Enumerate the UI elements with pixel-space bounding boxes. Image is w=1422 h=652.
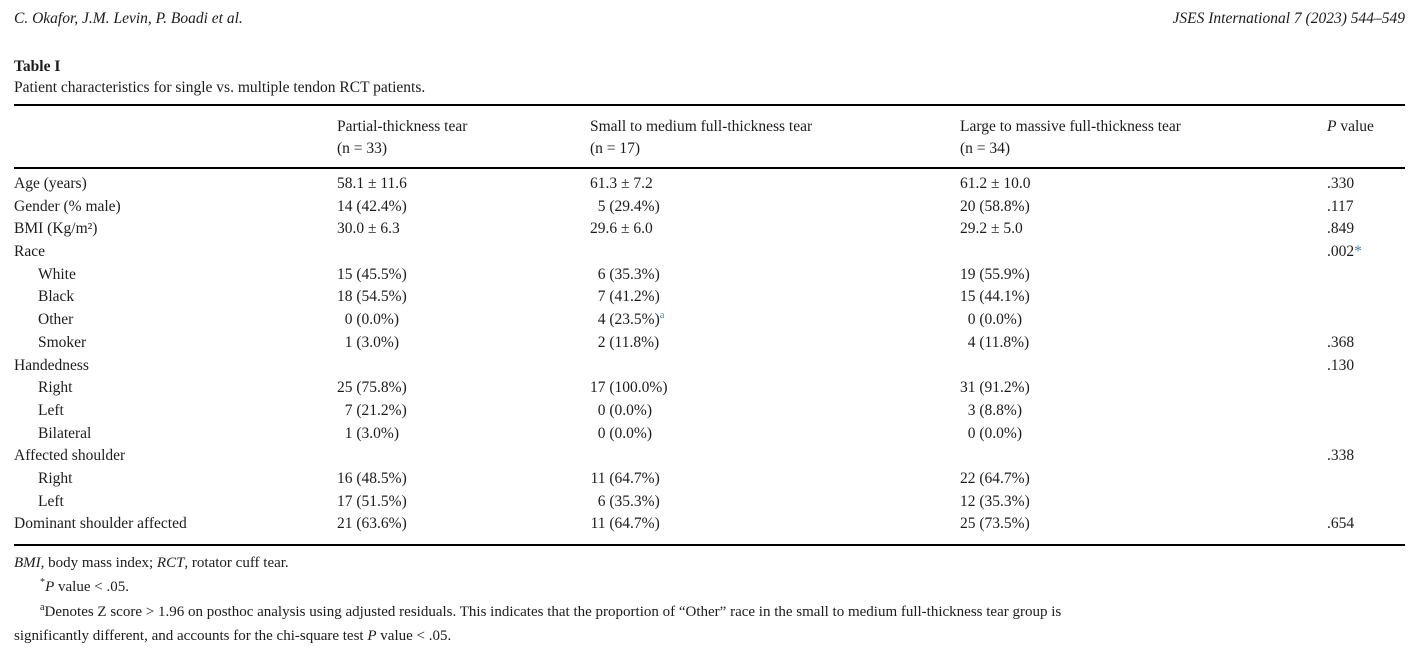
- cell-value: 7 (21.2%): [337, 400, 590, 423]
- cell-value: [337, 241, 590, 264]
- column-header-line1: Partial-thickness tear: [337, 118, 468, 135]
- cell-count: 4: [597, 311, 606, 329]
- significance-asterisk: *: [1354, 243, 1362, 261]
- cell-pvalue: .654: [1327, 515, 1355, 533]
- cell-value: 19 (55.9%): [960, 264, 1327, 287]
- cell-value: 11 (64.7%): [590, 468, 960, 491]
- abbrev-rct: RCT: [156, 555, 185, 571]
- cell-count: 1: [344, 333, 353, 351]
- cell-value: 14 (42.4%): [337, 196, 590, 219]
- significance-text: value < .05.: [54, 579, 129, 596]
- cell-pvalue: .002*: [1327, 243, 1362, 261]
- row-label: Black: [38, 288, 75, 306]
- significance-marker: *: [40, 577, 46, 589]
- cell-value: [960, 241, 1327, 264]
- table-row: [14, 264, 1405, 287]
- row-label: Left: [38, 492, 64, 510]
- column-header-large-massive-full-thickness: [960, 106, 1327, 167]
- footnote-a-text-line1: Denotes Z score > 1.96 on posthoc analysis using adjusted residuals. This indicates that the proportion of “Other” race in the small to medium full-thickness tear group is: [44, 603, 1062, 620]
- cell-value: 12 (35.3%): [960, 491, 1327, 514]
- cell-value: [960, 445, 1327, 468]
- footnote-significance: [14, 575, 1405, 599]
- cell-value: 21 (63.6%): [337, 513, 590, 536]
- cell-count: 11: [590, 515, 606, 533]
- cell-pvalue: [1327, 377, 1405, 400]
- footnote-a-text-line2: significantly different, and accounts for the chi-square test: [14, 627, 368, 644]
- cell-count: 15: [337, 265, 353, 283]
- posthoc-superscript: a: [659, 309, 665, 321]
- column-header-line2: (n = 17): [590, 140, 641, 157]
- cell-value: 1 (3.0%): [337, 332, 590, 355]
- row-label: BMI (Kg/m²): [14, 220, 98, 238]
- table-row: [14, 423, 1405, 446]
- table-row: [14, 491, 1405, 514]
- cell-value: [590, 241, 960, 264]
- cell-value: 0 (0.0%): [337, 309, 590, 332]
- cell-pvalue: [1327, 309, 1405, 332]
- column-header-line1: Large to massive full-thickness tear: [960, 118, 1181, 135]
- row-label: Right: [38, 379, 73, 397]
- cell-count: 12: [960, 492, 976, 510]
- column-header-row-label: [14, 106, 337, 167]
- cell-value: 61.3 ± 7.2: [590, 175, 653, 192]
- row-label: Race: [14, 243, 45, 261]
- cell-value: 0 (0.0%): [590, 400, 960, 423]
- cell-value: 1 (3.0%): [337, 423, 590, 446]
- cell-pvalue: .849: [1327, 220, 1355, 238]
- footnote-a-text-end: value < .05.: [376, 627, 452, 644]
- row-label: Smoker: [38, 333, 87, 351]
- cell-count: 1: [344, 424, 353, 442]
- table-body: [14, 169, 1405, 544]
- row-label: Handedness: [14, 356, 89, 374]
- row-label: White: [38, 265, 76, 283]
- table-row: [14, 218, 1405, 241]
- cell-value: 31 (91.2%): [960, 377, 1327, 400]
- cell-pvalue: [1327, 400, 1405, 423]
- cell-count: 7: [344, 401, 353, 419]
- cell-value: 18 (54.5%): [337, 286, 590, 309]
- table-row: [14, 355, 1405, 378]
- cell-count: 17: [590, 379, 606, 397]
- cell-value: 7 (41.2%): [590, 286, 960, 309]
- cell-value: 16 (48.5%): [337, 468, 590, 491]
- cell-count: 5: [597, 197, 606, 215]
- cell-value: 29.2 ± 5.0: [960, 220, 1023, 238]
- cell-pvalue: [1327, 286, 1405, 309]
- column-header-partial-thickness: [337, 106, 590, 167]
- cell-count: 4: [967, 333, 976, 351]
- row-label: Bilateral: [38, 424, 92, 442]
- table-label: Table I: [14, 58, 61, 75]
- row-label: Affected shoulder: [14, 447, 126, 465]
- cell-count: 15: [960, 288, 976, 306]
- column-header-small-medium-full-thickness: [590, 106, 960, 167]
- cell-value: 25 (73.5%): [960, 513, 1327, 536]
- table-row: [14, 196, 1405, 219]
- cell-value: 4 $(23.5\%)^a$: [590, 309, 960, 332]
- cell-pvalue: .330: [1327, 175, 1355, 192]
- abbrev-rct-text: , rotator cuff tear.: [184, 555, 289, 571]
- footnote-a-p: P: [367, 627, 377, 644]
- cell-value: 0 (0.0%): [960, 309, 1327, 332]
- table-row: [14, 241, 1405, 264]
- row-label: Left: [38, 401, 64, 419]
- cell-pvalue: [1327, 468, 1405, 491]
- cell-value: 5 (29.4%): [590, 196, 960, 219]
- cell-pvalue: .117: [1327, 197, 1354, 215]
- column-header-italic: P: [1327, 118, 1337, 135]
- cell-count: 16: [337, 469, 353, 487]
- table-row: [14, 173, 1405, 196]
- cell-count: 25: [337, 379, 353, 397]
- column-header-line1: Small to medium full-thickness tear: [590, 118, 813, 135]
- cell-value: 17 (100.0%): [590, 377, 960, 400]
- cell-count: 0: [597, 424, 606, 442]
- footnote-a-line1: [14, 600, 1405, 624]
- table-row: [14, 286, 1405, 309]
- cell-value: 3 (8.8%): [960, 400, 1327, 423]
- abbrev-bmi: BMI: [14, 555, 41, 571]
- cell-count: 20: [960, 197, 976, 215]
- cell-pvalue: [1327, 264, 1405, 287]
- cell-value: 25 (75.8%): [337, 377, 590, 400]
- cell-pvalue: .368: [1327, 333, 1355, 351]
- cell-value: 6 (35.3%): [590, 491, 960, 514]
- table-header-row: [14, 106, 1405, 167]
- cell-value: 29.6 ± 6.0: [590, 220, 653, 238]
- table-row: [14, 309, 1405, 332]
- patient-characteristics-table: [14, 104, 1405, 546]
- table-rule-bottom: [14, 544, 1405, 546]
- cell-value: 2 (11.8%): [590, 332, 960, 355]
- footnote-a-line2: [14, 624, 1405, 648]
- table-row: [14, 332, 1405, 355]
- cell-pvalue: .130: [1327, 356, 1355, 374]
- cell-value: 11 (64.7%): [590, 513, 960, 536]
- abbrev-bmi-text: , body mass index;: [40, 555, 157, 571]
- column-header-line2: (n = 34): [960, 140, 1011, 157]
- row-label: Age (years): [14, 175, 87, 192]
- column-header-line1: P value: [1327, 118, 1374, 135]
- cell-value: 0 (0.0%): [590, 423, 960, 446]
- row-label: Other: [38, 311, 74, 329]
- cell-count: 18: [337, 288, 353, 306]
- running-head-citation: JSES International 7 (2023) 544–549: [1172, 10, 1405, 27]
- footnote-abbreviations: [14, 551, 1405, 575]
- cell-value: 0 (0.0%): [960, 423, 1327, 446]
- cell-count: 25: [960, 515, 976, 533]
- cell-count: 0: [597, 401, 606, 419]
- cell-value: 20 (58.8%): [960, 196, 1327, 219]
- cell-value: 15 (44.1%): [960, 286, 1327, 309]
- cell-value: 17 (51.5%): [337, 491, 590, 514]
- row-label: Gender (% male): [14, 197, 121, 215]
- cell-value: 30.0 ± 6.3: [337, 220, 400, 238]
- table-row: [14, 400, 1405, 423]
- table-row: [14, 377, 1405, 400]
- cell-count: 0: [967, 311, 976, 329]
- cell-count: 3: [967, 401, 976, 419]
- cell-count: 6: [597, 492, 606, 510]
- table-row: [14, 445, 1405, 468]
- cell-count: 17: [337, 492, 353, 510]
- cell-value: 15 (45.5%): [337, 264, 590, 287]
- cell-value: 61.2 ± 10.0: [960, 175, 1031, 192]
- running-head-authors: C. Okafor, J.M. Levin, P. Boadi et al.: [14, 10, 243, 27]
- table-footnotes: [14, 551, 1405, 648]
- table-row: [14, 468, 1405, 491]
- row-label: Right: [38, 469, 73, 487]
- running-head: [14, 10, 1405, 28]
- cell-value: [960, 355, 1327, 378]
- cell-value: [337, 445, 590, 468]
- cell-pvalue: [1327, 491, 1405, 514]
- significance-p: P: [45, 579, 55, 596]
- cell-count: 14: [337, 197, 353, 215]
- cell-count: 19: [960, 265, 976, 283]
- cell-count: 21: [337, 515, 353, 533]
- cell-value: 22 (64.7%): [960, 468, 1327, 491]
- cell-value: [337, 355, 590, 378]
- row-label: Dominant shoulder affected: [14, 515, 187, 533]
- table-caption: Patient characteristics for single vs. multiple tendon RCT patients.: [14, 79, 426, 96]
- cell-count: 0: [344, 311, 353, 329]
- cell-value: 6 (35.3%): [590, 264, 960, 287]
- cell-value: 58.1 ± 11.6: [337, 175, 407, 192]
- cell-count: 11: [590, 469, 606, 487]
- cell-pvalue: [1327, 423, 1405, 446]
- column-header-p-value: [1327, 106, 1405, 167]
- cell-value: [590, 445, 960, 468]
- cell-count: 0: [967, 424, 976, 442]
- cell-count: 22: [960, 469, 976, 487]
- cell-pvalue: .338: [1327, 447, 1355, 465]
- footnote-a-marker: a: [40, 601, 45, 613]
- cell-count: 2: [597, 333, 606, 351]
- cell-value: [590, 355, 960, 378]
- column-header-line2: (n = 33): [337, 140, 388, 157]
- cell-count: 6: [597, 265, 606, 283]
- table-row: [14, 513, 1405, 536]
- cell-count: 31: [960, 379, 976, 397]
- cell-count: 7: [597, 288, 606, 306]
- cell-value: 4 (11.8%): [960, 332, 1327, 355]
